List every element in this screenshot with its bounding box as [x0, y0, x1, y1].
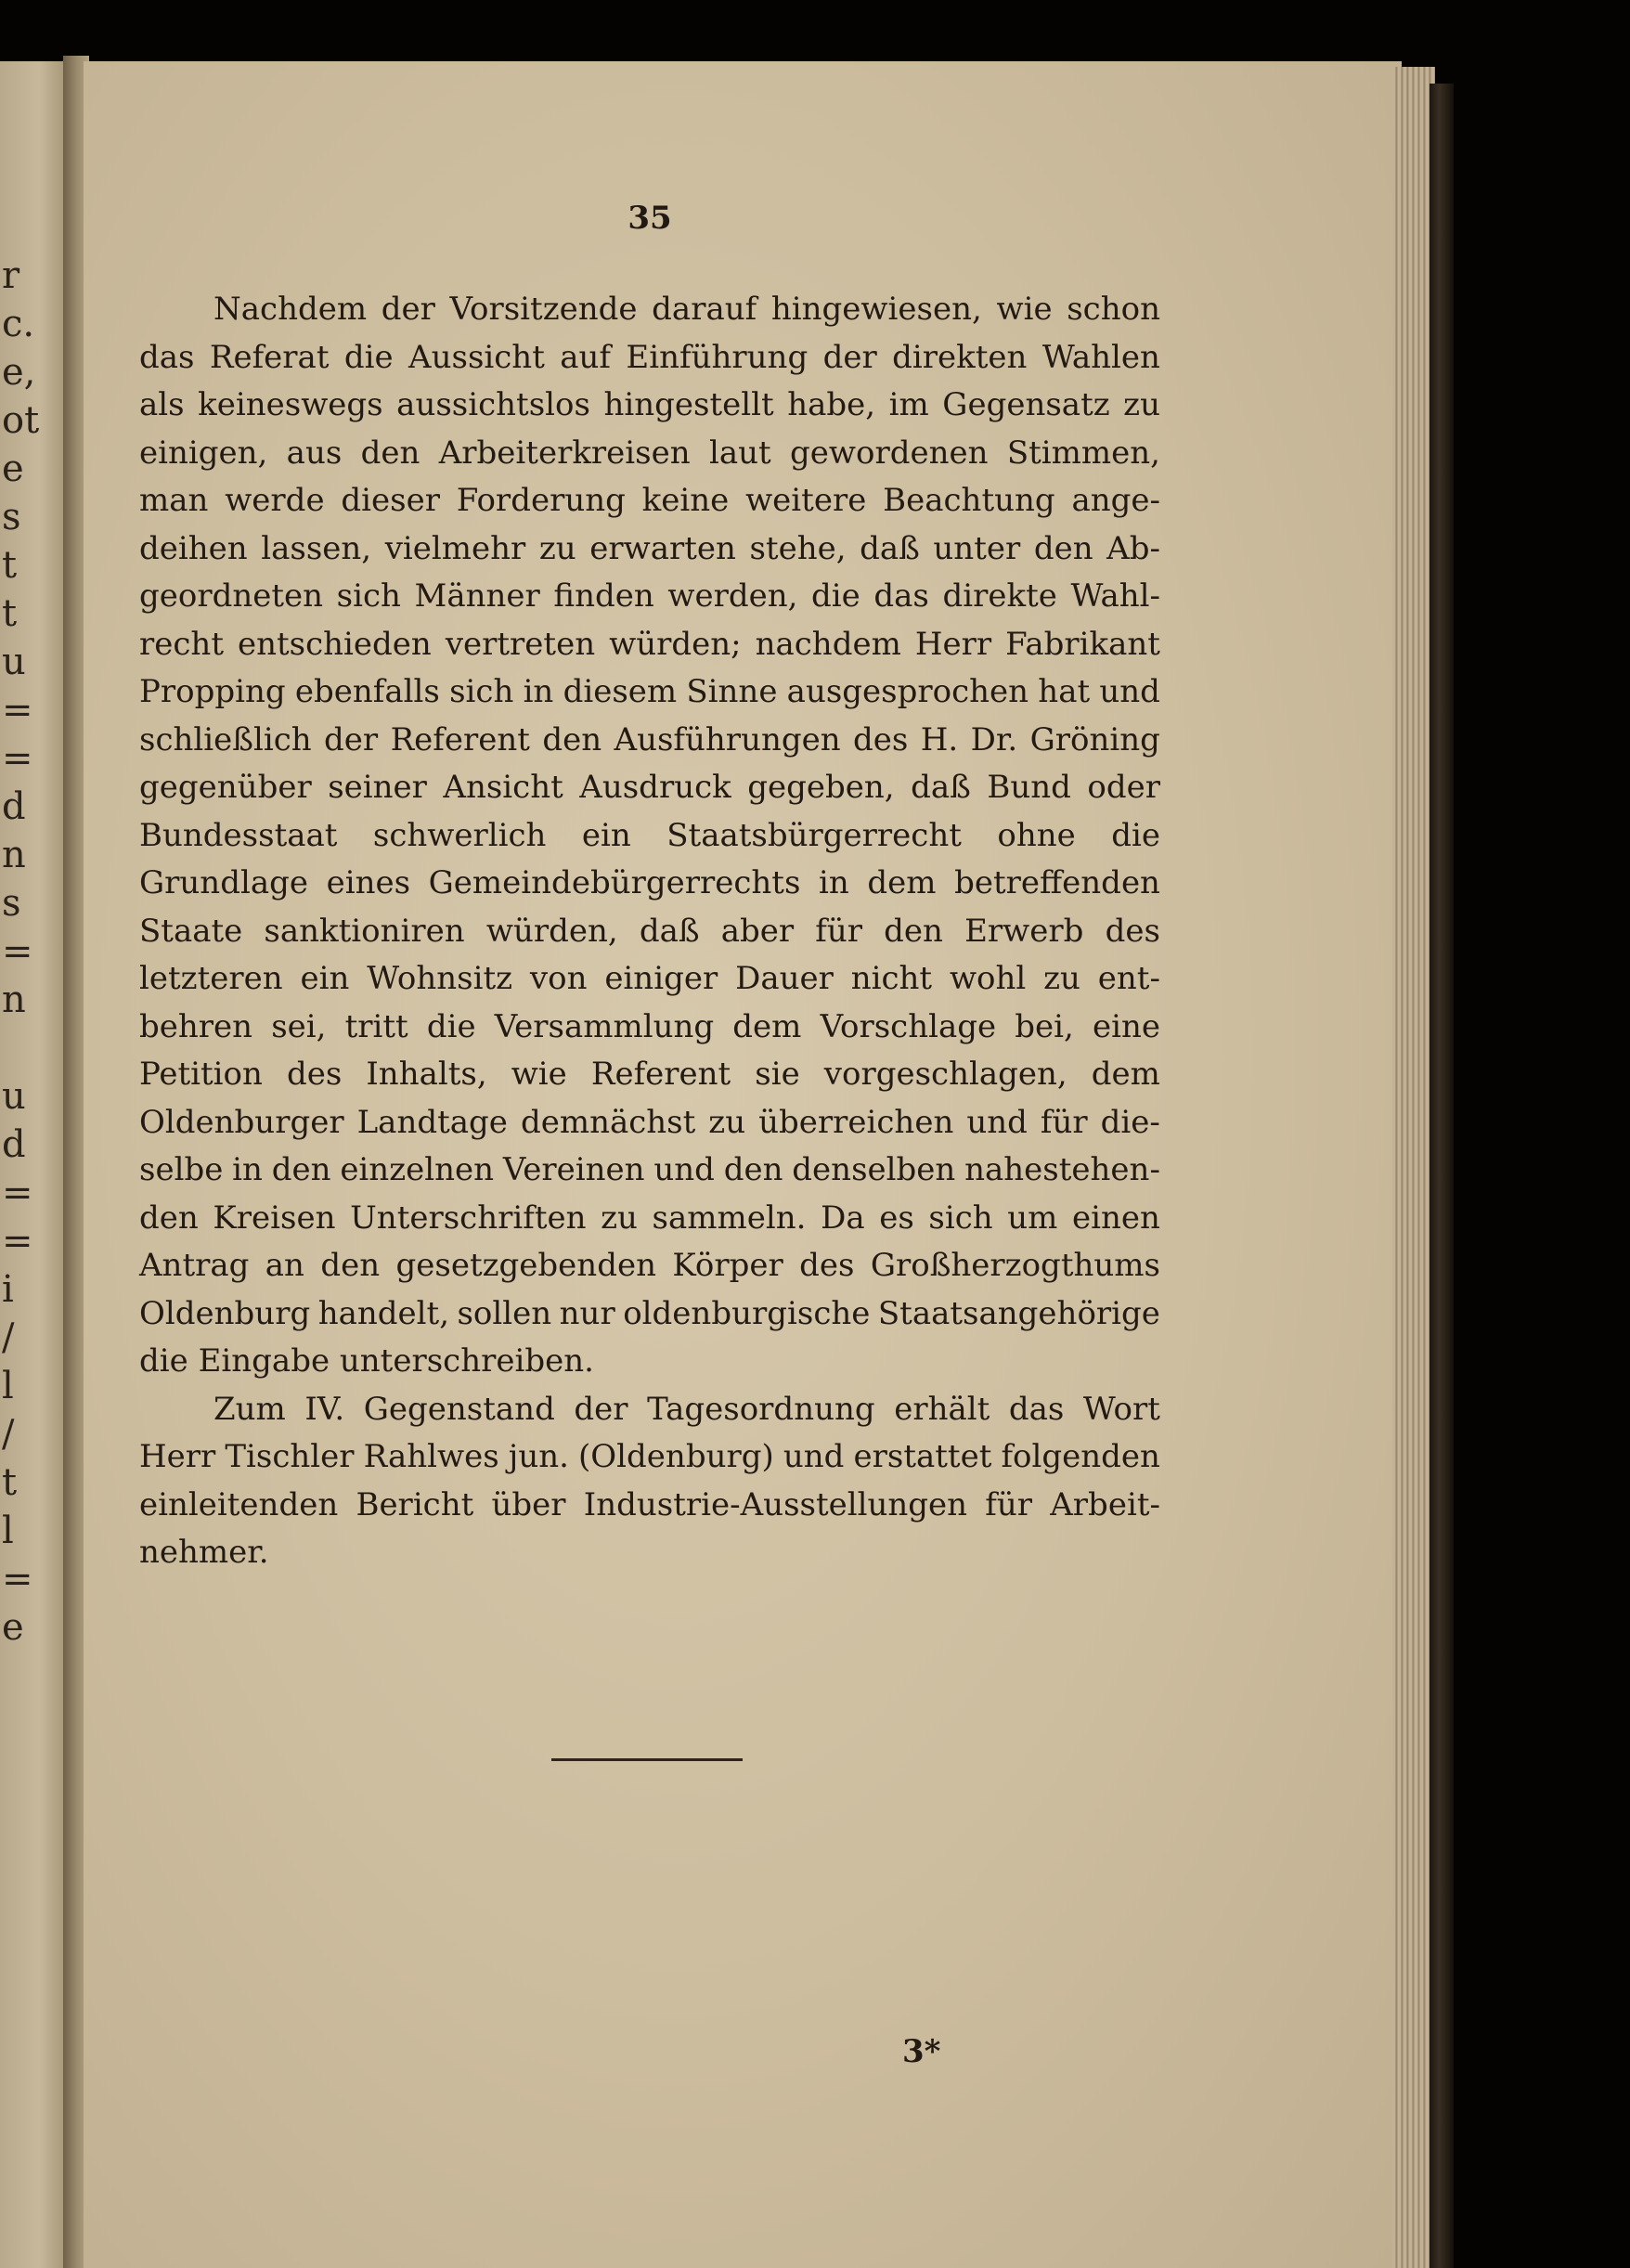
text-line: Oldenburg handelt, sollen nur oldenburgische Staatsangehörige: [139, 1294, 1160, 1332]
left-margin-glyph: /: [2, 1413, 15, 1456]
text-line: gegenüber seiner Ansicht Ausdruck gegeben, daß Bund oder: [139, 769, 1160, 806]
text-line: Staate sanktioniren würden, daß aber für den Erwerb des: [139, 912, 1160, 950]
left-margin-glyph: u: [2, 1075, 26, 1118]
left-margin-glyph: s: [2, 882, 21, 925]
left-margin-glyph: n: [2, 978, 26, 1021]
left-margin-glyph: r: [2, 254, 20, 297]
left-margin-glyph: =: [2, 1558, 33, 1601]
text-line: Zum IV. Gegenstand der Tagesordnung erhält das Wort: [213, 1390, 1160, 1428]
text-line: Herr Tischler Rahlwes jun. (Oldenburg) und erstattet folgenden: [139, 1438, 1160, 1475]
text-line: einleitenden Bericht über Industrie-Ausstellungen für Arbeit-: [139, 1485, 1160, 1523]
left-margin-glyph: [2, 1024, 58, 1072]
text-line: die Eingabe unterschreiben.: [139, 1342, 594, 1380]
left-margin-glyph: l: [2, 1365, 14, 1407]
left-margin-glyph: t: [2, 592, 18, 635]
text-line: Nachdem der Vorsitzende darauf hingewiesen, wie schon: [213, 291, 1160, 328]
page-number: 35: [627, 200, 672, 237]
text-line: einigen, aus den Arbeiterkreisen laut gewordenen Stimmen,: [139, 434, 1160, 472]
left-margin-glyph: t: [2, 544, 18, 587]
section-divider-rule: [551, 1758, 743, 1761]
left-margin-glyph: d: [2, 1123, 26, 1166]
text-line: schließlich der Referent den Ausführungen des H. Dr. Gröning: [139, 720, 1160, 758]
book-binding: [1429, 84, 1454, 2268]
text-line: man werde dieser Forderung keine weitere Beachtung ange-: [139, 482, 1160, 519]
text-line: als keineswegs aussichtslos hingestellt habe, im Gegensatz zu: [139, 386, 1160, 423]
text-line: Oldenburger Landtage demnächst zu überreichen und für die-: [139, 1103, 1160, 1141]
left-margin-glyph: e: [2, 1606, 24, 1649]
left-margin-glyph: e: [2, 447, 24, 490]
text-line: den Kreisen Unterschriften zu sammeln. Da es sich um einen: [139, 1199, 1160, 1237]
left-margin-glyph: =: [2, 1172, 33, 1214]
text-line: Petition des Inhalts, wie Referent sie vorgeschlagen, dem: [139, 1056, 1160, 1093]
left-margin-glyph: l: [2, 1510, 14, 1552]
left-margin-glyph: s: [2, 496, 21, 538]
left-margin-glyph: =: [2, 930, 33, 973]
text-line: Bundesstaat schwerlich ein Staatsbürgerrecht ohne die: [139, 816, 1160, 854]
text-line: nehmer.: [139, 1534, 269, 1571]
text-line: selbe in den einzelnen Vereinen und den denselben nahestehen-: [139, 1151, 1160, 1188]
left-margin-glyph: ot: [2, 399, 40, 442]
text-line: Propping ebenfalls sich in diesem Sinne ausgesprochen hat und: [139, 673, 1160, 710]
text-line: letzteren ein Wohnsitz von einiger Dauer nicht wohl zu ent-: [139, 960, 1160, 997]
left-page-cut-off-text: [2, 252, 58, 1652]
text-line: recht entschieden vertreten würden; nachdem Herr Fabrikant: [139, 625, 1160, 663]
printer-signature-mark: 3*: [902, 2033, 941, 2070]
left-margin-glyph: u: [2, 641, 26, 683]
left-margin-glyph: n: [2, 834, 26, 876]
text-line: Antrag an den gesetzgebenden Körper des Großherzogthums: [139, 1247, 1160, 1284]
text-line: deihen lassen, vielmehr zu erwarten stehe, daß unter den Ab-: [139, 529, 1160, 567]
left-margin-glyph: i: [2, 1268, 14, 1311]
left-margin-glyph: e,: [2, 351, 36, 394]
text-line: das Referat die Aussicht auf Einführung der direkten Wahlen: [139, 338, 1160, 376]
left-margin-glyph: t: [2, 1461, 18, 1504]
left-margin-glyph: =: [2, 689, 33, 732]
left-margin-glyph: =: [2, 1220, 33, 1263]
text-line: geordneten sich Männer finden werden, die das direkte Wahl-: [139, 577, 1160, 615]
left-margin-glyph: /: [2, 1316, 15, 1359]
text-line: behren sei, tritt die Versammlung dem Vorschlage bei, eine: [139, 1007, 1160, 1045]
left-margin-glyph: d: [2, 785, 26, 828]
text-line: Grundlage eines Gemeindebürgerrechts in dem betreffenden: [139, 864, 1160, 901]
body-text: [139, 286, 1160, 1577]
left-margin-glyph: =: [2, 737, 33, 780]
left-margin-glyph: c.: [2, 303, 35, 345]
left-facing-page-fragment: [0, 61, 65, 2268]
